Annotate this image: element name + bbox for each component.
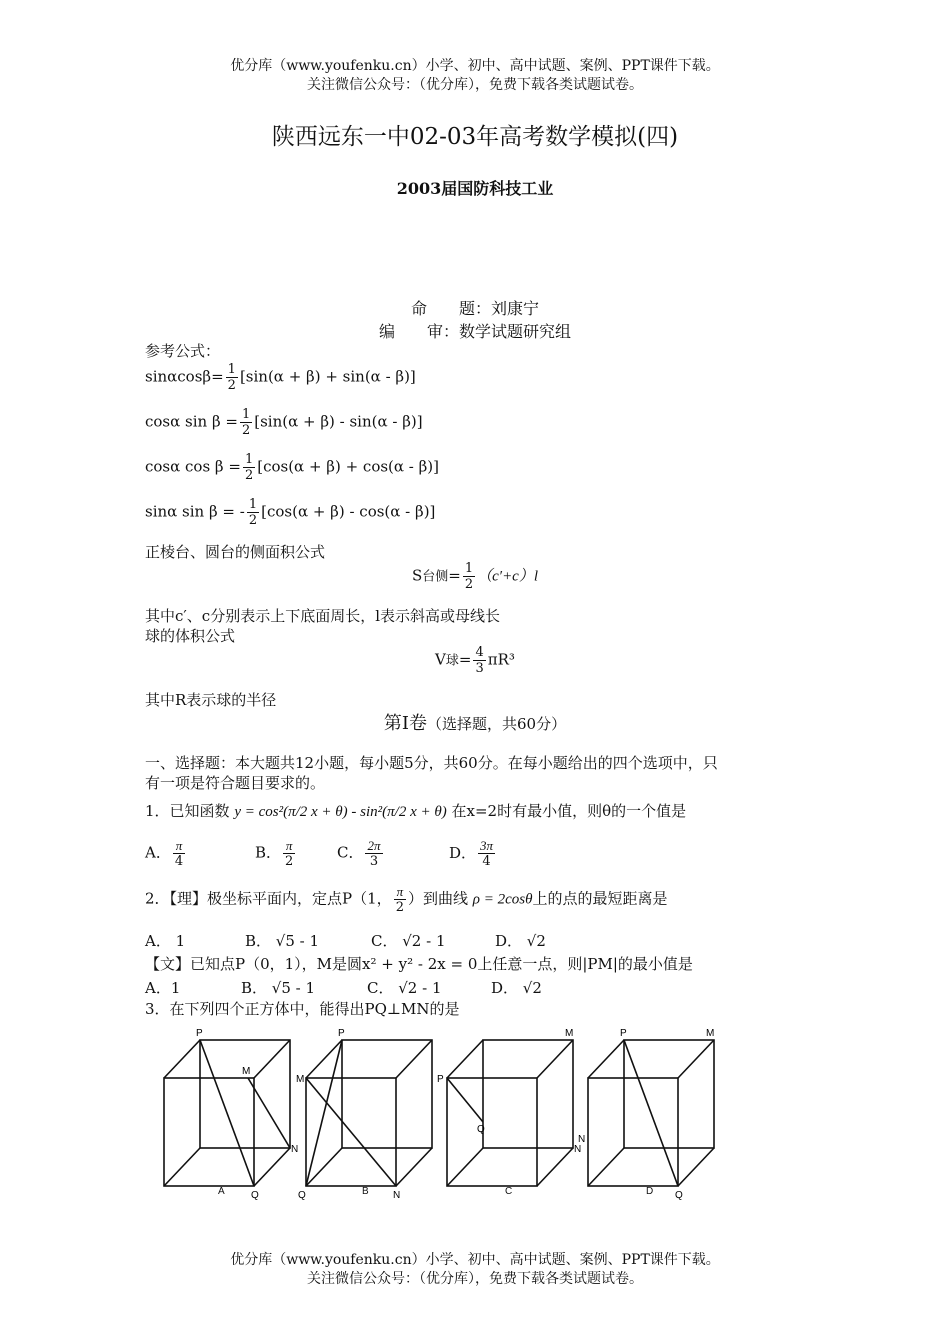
header-line-1: 优分库（www.youfenku.cn）小学、初中、高中试题、案例、PPT课件下载。	[230, 58, 720, 74]
cube-figure-b	[296, 1026, 438, 1201]
figure-caption-c: C	[505, 1186, 513, 1197]
question-2: 2．【理】极坐标平面内，定点P（1， $\frac{\pi}{2}$ ）到曲线 ρ = 2cosθ上的点的最短距离是	[145, 884, 668, 915]
point-n-label: N	[291, 1144, 299, 1155]
lateral-label: 正棱台、圆台的侧面积公式	[145, 543, 326, 561]
question-1: 1．已知函数 y = cos²(π/2 x + θ) - sin²(π/2 x + θ) 在x=2时有最小值，则θ的一个值是	[145, 802, 687, 820]
formula-4-lhs: sinα sin β = -	[145, 502, 245, 521]
formula-1: sinαcosβ= $\frac{1}{2}$ [sin(α + β) + sin(α - β)]	[145, 362, 416, 393]
lateral-formula: S台侧= $\frac{1}{2}$ （c′+c）l	[411, 561, 539, 592]
point-m-label: M	[296, 1074, 305, 1085]
point-n-label: N	[393, 1190, 401, 1201]
cube-figure-c	[437, 1026, 582, 1201]
header-line-2: 关注微信公众号：（优分库），免费下载各类试题试卷。	[307, 77, 643, 93]
formula-3-rhs: [cos(α + β) + cos(α - β)]	[257, 457, 440, 476]
question-2-wen-options: A．1 B． √5 - 1 C． √2 - 1 D． √2	[145, 979, 542, 997]
formula-1-rhs: [sin(α + β) + sin(α - β)]	[239, 367, 416, 386]
figure-caption-d: D	[646, 1186, 654, 1197]
point-q-label: Q	[675, 1190, 683, 1201]
point-q-label: Q	[298, 1190, 306, 1201]
cube-figure-a	[156, 1026, 299, 1201]
point-q-label: Q	[251, 1190, 259, 1201]
instructions-line-1: 一、选择题：本大题共12小题，每小题5分，共60分。在每小题给出的四个选项中，只	[145, 754, 718, 772]
editor-line: 编 审：数学试题研究组	[378, 322, 571, 341]
subtitle: 2003届国防科技工业	[396, 179, 554, 198]
formula-4: sinα sin β = - $\frac{1}{2}$ [cos(α + β) - cos(α - β)]	[145, 497, 436, 528]
point-p-label: P	[620, 1028, 627, 1039]
formula-4-rhs: [cos(α + β) - cos(α - β)]	[261, 502, 436, 521]
question-2-wen: 【文】已知点P（0，1），M是圆x² + y² - 2x = 0上任意一点，则|PM|的最小值是	[145, 955, 693, 973]
point-n-label: N	[574, 1144, 582, 1155]
footer-line-1: 优分库（www.youfenku.cn）小学、初中、高中试题、案例、PPT课件下载。	[230, 1252, 720, 1268]
instructions-line-2: 有一项是符合题目要求的。	[145, 774, 326, 792]
point-p-label: P	[196, 1028, 203, 1039]
sphere-formula: V球= $\frac{4}{3}$ πR³	[435, 645, 515, 676]
point-p-label: P	[338, 1028, 345, 1039]
formula-3: cosα cos β = $\frac{1}{2}$ [cos(α + β) + cos(α - β)]	[145, 452, 440, 483]
point-n-label: N	[578, 1134, 586, 1145]
author-line: 命 题：刘康宁	[410, 299, 539, 318]
lateral-note: 其中c′、c分别表示上下底面周长，l表示斜高或母线长	[145, 607, 501, 625]
question-1-options: A． $\frac{\pi}{4}$ B． $\frac{\pi}{2}$ C． $\frac{2\pi}{3}$ D． $\frac{3\pi}{4}$	[145, 838, 494, 869]
figure-caption-b: B	[362, 1186, 369, 1197]
point-q-label: Q	[477, 1124, 485, 1135]
footer-line-2: 关注微信公众号：（优分库），免费下载各类试题试卷。	[307, 1271, 643, 1287]
point-p-label: P	[437, 1074, 444, 1085]
formula-2: cosα sin β = $\frac{1}{2}$ [sin(α + β) - sin(α - β)]	[145, 407, 423, 438]
formula-1-lhs: sinαcosβ=	[145, 367, 224, 386]
formula-2-lhs: cosα sin β =	[145, 412, 238, 431]
point-m-label: M	[706, 1028, 715, 1039]
point-m-label: M	[565, 1028, 574, 1039]
question-3: 3．在下列四个正方体中，能得出PQ⊥MN的是	[145, 1000, 460, 1018]
page-title: 陕西远东一中02-03年高考数学模拟(四)	[271, 124, 679, 150]
ref-label: 参考公式：	[145, 342, 221, 360]
cube-figure-d	[578, 1026, 723, 1201]
question-2-options: A． 1 B． √5 - 1 C． √2 - 1 D． √2	[145, 932, 546, 950]
sphere-label: 球的体积公式	[145, 627, 236, 645]
figure-caption-a: A	[218, 1186, 225, 1197]
point-m-label: M	[242, 1066, 251, 1077]
formula-2-rhs: [sin(α + β) - sin(α - β)]	[254, 412, 423, 431]
section-title: 第Ⅰ卷（选择题，共60分）	[383, 713, 567, 734]
formula-3-lhs: cosα cos β =	[145, 457, 241, 476]
sphere-note: 其中R表示球的半径	[145, 691, 277, 709]
